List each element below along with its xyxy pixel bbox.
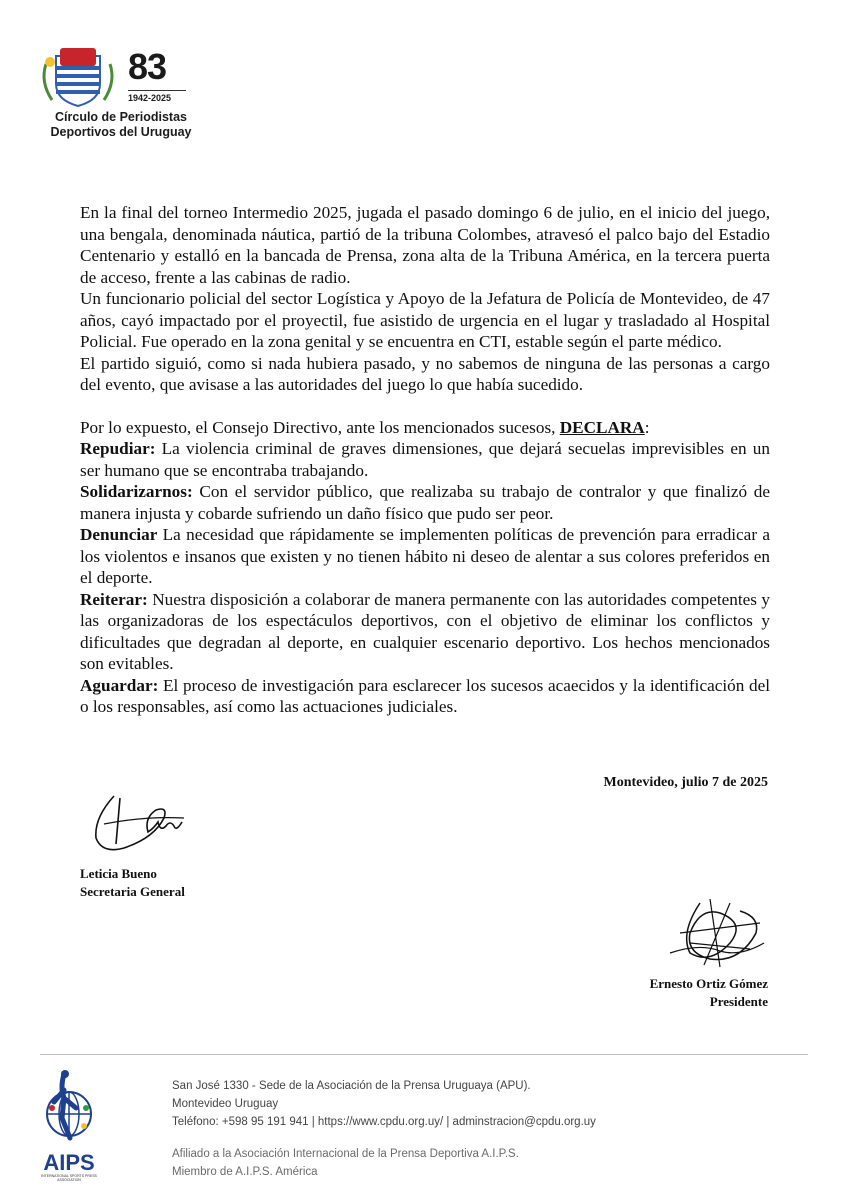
footer-divider [40, 1054, 808, 1055]
footer-affiliation2: Miembro de A.I.P.S. América [172, 1166, 318, 1178]
signer-leticia-bueno [80, 865, 185, 901]
item-label: Solidarizarnos: [80, 482, 193, 501]
aips-name: AIPS [43, 1150, 95, 1175]
declaration-item-repudiar [80, 438, 770, 481]
signer-title: Presidente [709, 994, 768, 1009]
footer-affiliation1: Afiliado a la Asociación Internacional de la Prensa Deportiva A.I.P.S. [172, 1148, 519, 1160]
org-name-line2: Deportivos del Uruguay [50, 125, 192, 139]
signature-leticia-bueno [84, 788, 194, 858]
signature-ernesto-ortiz [660, 893, 770, 973]
item-text: Nuestra disposición a colaborar de manera permanente con las autoridades competentes y las organizadoras de los espectáculos deportivos, con el objetivo de eliminar los conflictos y dificultades que degradan al deporte, en cualquier escenario deportivo. Los hechos mencionados son evitables. [80, 589, 770, 673]
footer-contact: Teléfono: +598 95 191 941 | https://www.cpdu.org.uy/ | adminstracion@cpdu.org.uy [172, 1116, 596, 1128]
item-text: La violencia criminal de graves dimensiones, que dejará secuelas imprevisibles en un ser humano que se encontraba trabajando. [80, 439, 770, 480]
aips-tagline: INTERNATIONAL SPORTS PRESS ASSOCIATION [41, 1174, 97, 1182]
footer-address2: Montevideo Uruguay [172, 1098, 279, 1110]
aips-logo [34, 1068, 104, 1180]
declara-word: DECLARA [559, 417, 645, 437]
declara-intro: Por lo expuesto, el Consejo Directivo, ante los mencionados sucesos, [80, 417, 560, 437]
footer-contact-info [172, 1077, 596, 1181]
paragraph-declara [80, 417, 770, 439]
letterhead [36, 40, 216, 160]
declaration-item-reiterar [80, 589, 770, 675]
signer-name: Leticia Bueno [80, 866, 157, 881]
signer-title: Secretaria General [80, 884, 185, 899]
declaration-item-solidarizarnos [80, 481, 770, 524]
anniversary-badge [128, 46, 208, 110]
item-label: Aguardar: [80, 675, 159, 695]
organization-name [36, 110, 206, 140]
footer-address1: San José 1330 - Sede de la Asociación de la Prensa Uruguaya (APU). [172, 1080, 531, 1092]
item-text: Con el servidor público, que realizaba su trabajo de contralor y que finalizó de manera injusta y cobarde sufriendo un daño físico que pudo ser peor. [80, 482, 770, 523]
cpdu-crest-logo [38, 44, 118, 110]
item-text: La necesidad que rápidamente se implementen políticas de prevención para erradicar a los violentos e insanos que existen y no tienen hábito ni deseo de alentar a sus colores preferidos en el deporte. [80, 525, 770, 587]
declaration-item-denunciar [80, 524, 770, 589]
aips-emblem-icon [34, 1068, 104, 1148]
item-label: Reiterar: [80, 589, 148, 609]
item-label: Repudiar: [80, 439, 156, 458]
place-date: Montevideo, julio 7 de 2025 [603, 775, 768, 790]
signer-ernesto-ortiz [650, 975, 768, 1011]
org-name-line1: Círculo de Periodistas [55, 110, 187, 124]
anniversary-years: 1942-2025 [128, 93, 172, 103]
declaration-item-aguardar [80, 675, 770, 718]
anniversary-number: 83 [128, 46, 167, 87]
anniversary-divider [128, 90, 186, 91]
footer-spacer [172, 1131, 596, 1145]
item-label: Denunciar [80, 525, 158, 544]
paragraph-victim: Un funcionario policial del sector Logística y Apoyo de la Jefatura de Policía de Montevideo, de 47 años, cayó impactado por el proyectil, fue asistido de urgencia en el lugar y trasladado al Hospital Policial. Fue operado en la zona genital y se encuentra en CTI, estable según el parte médico. [80, 289, 770, 351]
statement-body [80, 202, 770, 718]
paragraph-match-continued: El partido siguió, como si nada hubiera pasado, y no sabemos de ninguna de las personas a cargo del evento, que avisase a las autoridades del juego lo que había sucedido. [80, 353, 770, 394]
declara-colon: : [644, 417, 650, 437]
paragraph-gap [80, 396, 770, 417]
item-text: El proceso de investigación para esclarecer los sucesos acaecidos y la identificación del o los responsables, así como las actuaciones judiciales. [80, 675, 770, 716]
paragraph-incident: En la final del torneo Intermedio 2025, jugada el pasado domingo 6 de julio, en el inicio del juego, una bengala, denominada náutica, partió de la tribuna Colombes, atravesó el palco bajo del Estadio Centenario y estalló en la bancada de Prensa, zona alta de la Tribuna América, en la tercera puerta de acceso, frente a las cabinas de radio. [80, 203, 770, 287]
signer-name: Ernesto Ortiz Gómez [649, 976, 768, 991]
